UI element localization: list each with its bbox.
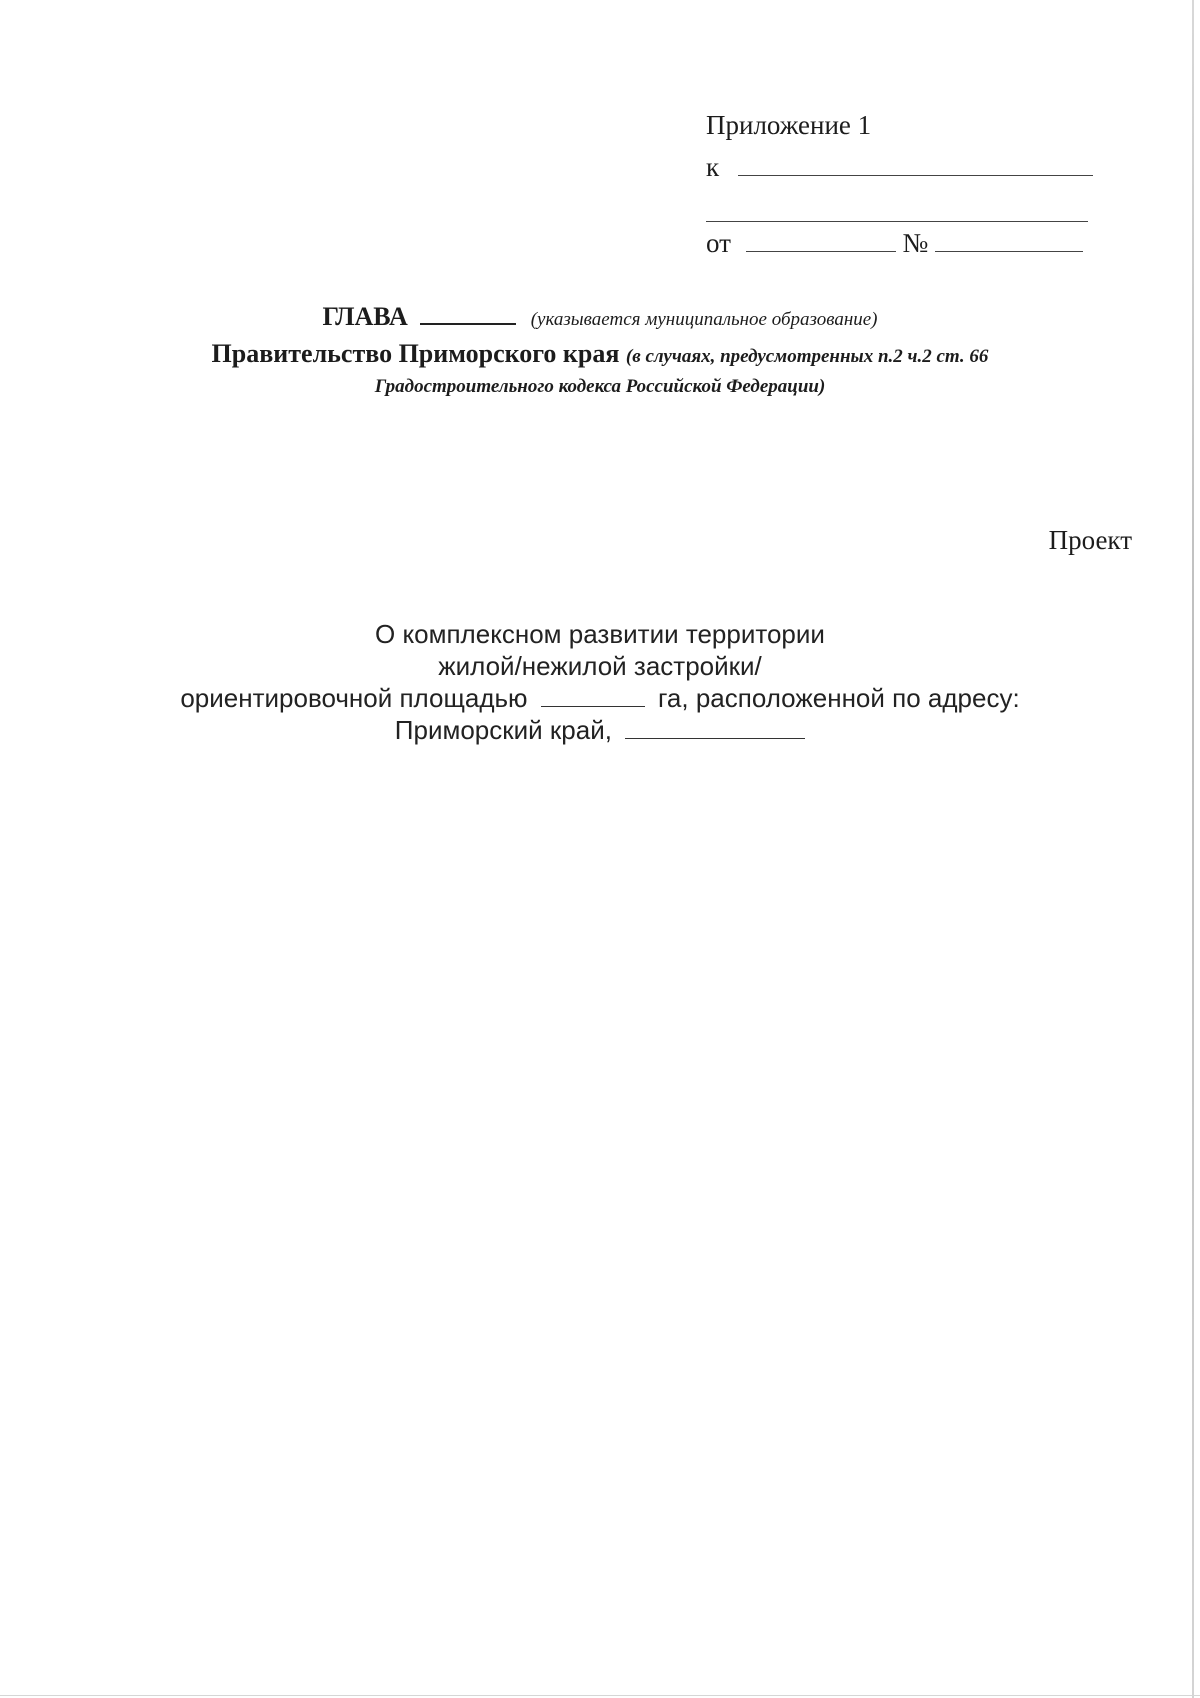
head-note: (указывается муниципальное образование) bbox=[530, 309, 878, 330]
page-bottom-edge bbox=[0, 1695, 1200, 1696]
header-head-line bbox=[100, 300, 1100, 337]
area-label: ориентировочной площадью bbox=[180, 683, 528, 713]
address-label: га, расположенной по адресу: bbox=[658, 683, 1020, 713]
appendix-number-sign: № bbox=[902, 228, 929, 258]
head-label: ГЛАВА bbox=[322, 302, 408, 331]
appendix-date-row bbox=[706, 230, 1083, 257]
header-government-line bbox=[100, 337, 1100, 374]
area-blank bbox=[541, 686, 645, 707]
government-label: Правительство Приморского края bbox=[211, 339, 620, 368]
address-blank bbox=[625, 718, 805, 739]
appendix-date-prefix: от bbox=[706, 228, 731, 258]
appendix-to-blank bbox=[738, 159, 1093, 176]
appendix-to-prefix: к bbox=[706, 152, 720, 182]
title-line-4 bbox=[100, 714, 1100, 746]
appendix-second-line-blank bbox=[706, 205, 1088, 222]
government-note: (в случаях, предусмотренных п.2 ч.2 ст. 66 bbox=[625, 346, 989, 367]
title-line-1: О комплексном развитии территории bbox=[375, 619, 825, 649]
appendix-title: Приложение 1 bbox=[706, 110, 872, 140]
appendix-to-row bbox=[706, 154, 1093, 181]
appendix-second-line-row bbox=[706, 200, 1088, 227]
document-title bbox=[100, 618, 1100, 746]
appendix-date-blank bbox=[746, 235, 896, 252]
government-note-continued: Градостроительного кодекса Российской Федерации) bbox=[374, 376, 826, 397]
head-blank bbox=[420, 301, 516, 325]
region-label: Приморский край, bbox=[394, 715, 612, 745]
page-right-edge bbox=[1192, 0, 1194, 1698]
appendix-number-blank bbox=[935, 235, 1083, 252]
title-line-3 bbox=[100, 682, 1100, 714]
authority-header bbox=[100, 300, 1100, 400]
draft-label: Проект bbox=[1048, 525, 1132, 555]
title-line-2: жилой/нежилой застройки/ bbox=[438, 651, 762, 681]
